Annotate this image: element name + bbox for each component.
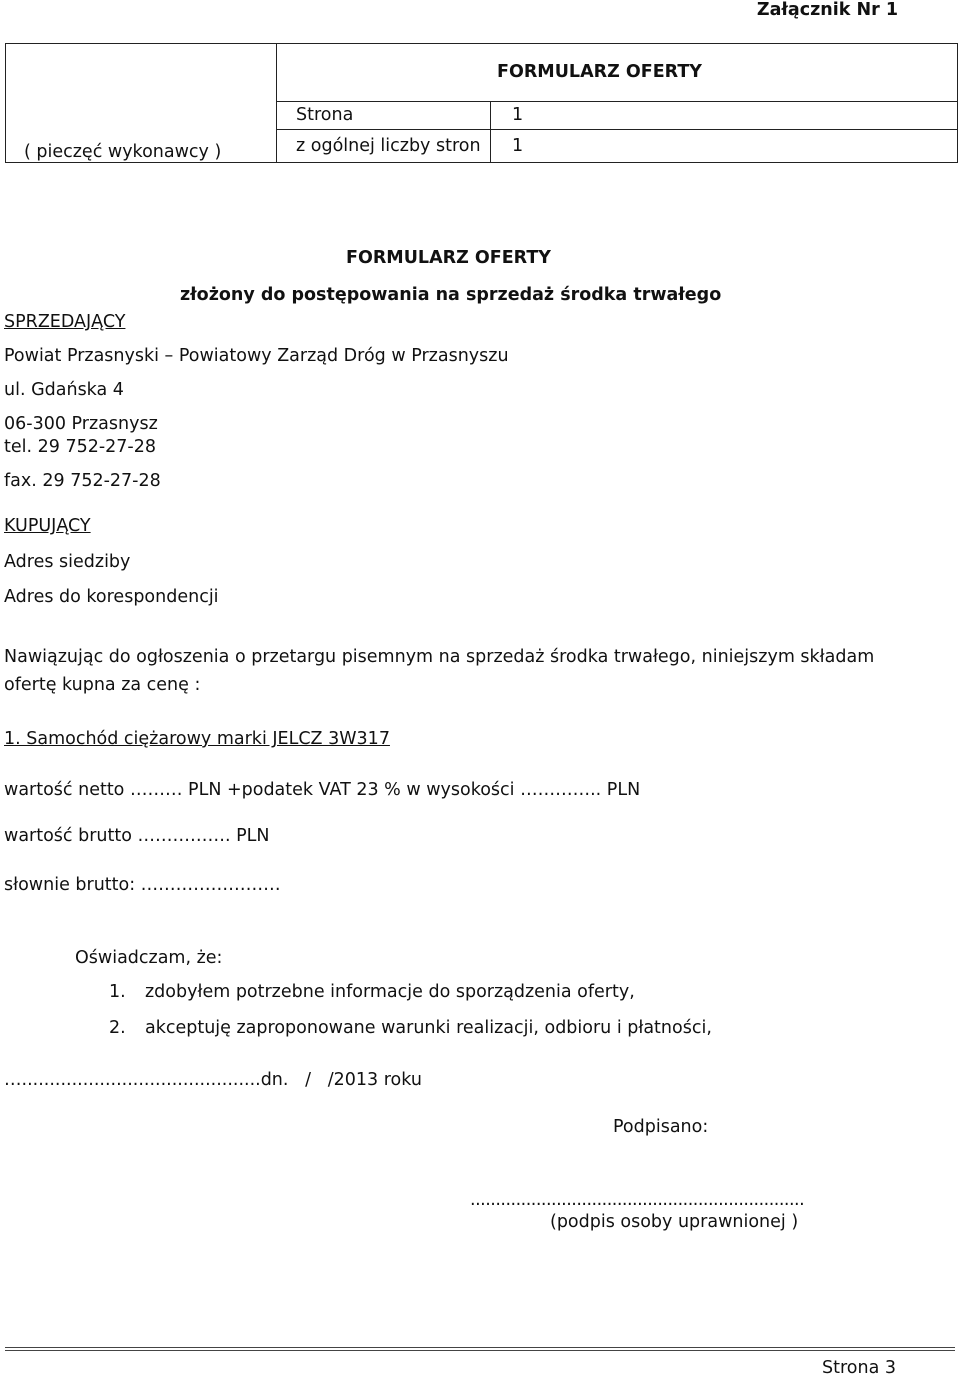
declaration-item-text: zdobyłem potrzebne informacje do sporządzenia oferty,	[145, 982, 635, 1002]
footer-page-number: Strona 3	[822, 1358, 896, 1378]
seller-street: ul. Gdańska 4	[4, 380, 124, 400]
footer-rule	[5, 1347, 955, 1348]
header-divider	[276, 101, 958, 102]
signature-caption: (podpis osoby uprawnionej )	[550, 1212, 799, 1232]
item-description: 1. Samochód ciężarowy marki JELCZ 3W317	[4, 729, 390, 749]
header-divider	[276, 129, 958, 130]
seller-fax: fax. 29 752-27-28	[4, 471, 161, 491]
date-line: …...........................................dn. / /2013 roku	[4, 1070, 422, 1090]
gross-value-line: wartość brutto ……………. PLN	[4, 826, 270, 846]
seller-name: Powiat Przasnyski – Powiatowy Zarząd Dróg w Przasnyszu	[4, 346, 509, 366]
form-title: FORMULARZ OFERTY	[346, 248, 551, 268]
total-pages-label: z ogólnej liczby stron	[296, 136, 481, 156]
intro-text: ofertę kupna za cenę :	[4, 675, 201, 695]
buyer-heading: KUPUJĄCY	[4, 516, 91, 536]
signed-label: Podpisano:	[613, 1117, 709, 1137]
gross-in-words-line: słownie brutto: ……………………	[4, 875, 281, 895]
buyer-correspondence: Adres do korespondencji	[4, 587, 219, 607]
intro-text: Nawiązując do ogłoszenia o przetargu pisemnym na sprzedaż środka trwałego, niniejszym składam	[4, 647, 875, 667]
declaration-item-num: 2.	[109, 1018, 126, 1038]
page-label: Strona	[296, 105, 354, 125]
seller-city: 06-300 Przasnysz	[4, 414, 158, 434]
total-pages-value: 1	[512, 136, 524, 156]
header-form-title: FORMULARZ OFERTY	[497, 62, 702, 82]
declaration-item-text: akceptuję zaproponowane warunki realizacji, odbioru i płatności,	[145, 1018, 712, 1038]
annex-label: Załącznik Nr 1	[756, 0, 898, 20]
signature-line: ..................................................................	[470, 1190, 805, 1210]
seller-heading: SPRZEDAJĄCY	[4, 312, 126, 332]
declaration-item-num: 1.	[109, 982, 126, 1002]
header-divider	[276, 43, 277, 163]
form-subtitle: złożony do postępowania na sprzedaż środka trwałego	[180, 285, 722, 305]
footer-rule	[5, 1350, 955, 1351]
buyer-address: Adres siedziby	[4, 552, 131, 572]
page-value: 1	[512, 105, 524, 125]
contractor-stamp: ( pieczęć wykonawcy )	[24, 142, 222, 162]
header-divider	[490, 101, 491, 163]
net-value-line: wartość netto ……… PLN +podatek VAT 23 % w wysokości ………….. PLN	[4, 780, 641, 800]
seller-tel: tel. 29 752-27-28	[4, 437, 157, 457]
declaration-heading: Oświadczam, że:	[75, 948, 223, 968]
